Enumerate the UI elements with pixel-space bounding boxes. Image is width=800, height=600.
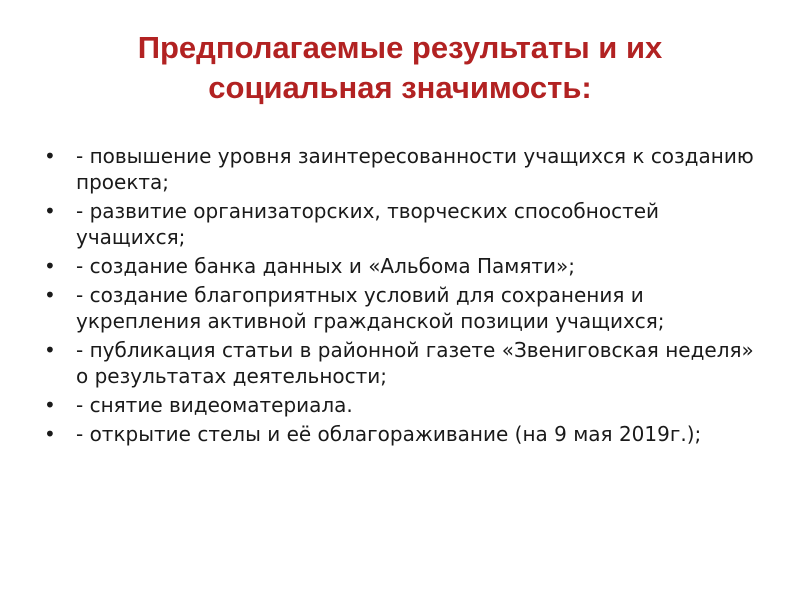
list-item-text: - создание благоприятных условий для сохранения и укрепления активной гражданской позиции учащихся; [76, 283, 665, 333]
list-item [44, 143, 764, 195]
bullet-icon: • [44, 254, 56, 278]
list-item-text: - развитие организаторских, творческих способностей учащихся; [76, 199, 660, 249]
list-item-text: - создание банка данных и «Альбома Памяти»; [76, 254, 575, 278]
list-item-text: - открытие стелы и её облагораживание (на 9 мая 2019г.); [76, 422, 702, 446]
list-item [44, 337, 764, 389]
list-item-text: - публикация статьи в районной газете «Звениговская неделя» о результатах деятельности; [76, 338, 754, 388]
list-item-text: - снятие видеоматериала. [76, 393, 353, 417]
list-item [44, 282, 764, 334]
bullet-icon: • [44, 144, 56, 168]
results-list [44, 143, 764, 450]
list-item-text: - повышение уровня заинтересованности учащихся к созданию проекта; [76, 144, 754, 194]
list-item [44, 392, 764, 418]
bullet-icon: • [44, 199, 56, 223]
bullet-icon: • [44, 393, 56, 417]
list-item [44, 253, 764, 279]
bullet-icon: • [44, 283, 56, 307]
bullet-icon: • [44, 338, 56, 362]
list-item [44, 421, 764, 447]
list-item [44, 198, 764, 250]
slide-title-line-1: Предполагаемые результаты и их [137, 30, 663, 65]
bullet-icon: • [44, 422, 56, 446]
slide-title [40, 28, 760, 108]
slide-title-line-2: социальная значимость: [208, 70, 592, 105]
